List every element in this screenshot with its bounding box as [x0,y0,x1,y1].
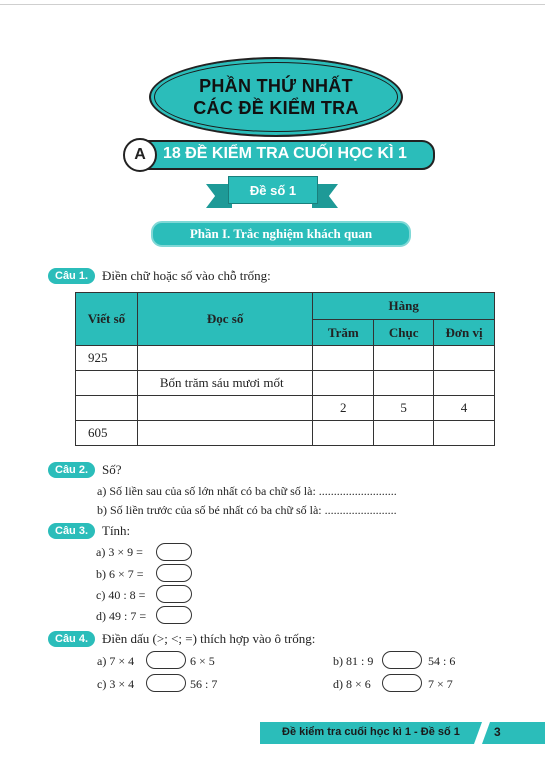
footer-text: Đề kiểm tra cuối học kì 1 - Đề số 1 [282,726,460,738]
part-title [149,57,403,137]
cell-tram [313,346,374,371]
question-4c-left: c) 3 × 4 [97,677,135,691]
footer-divider [473,719,491,747]
cell-doc-so [137,396,312,421]
cell-doc-so: Bốn trăm sáu mươi mốt [137,371,312,396]
header-chuc: Chục [374,320,434,346]
question-4a-left: a) 7 × 4 [97,654,135,668]
part-title-line2: CÁC ĐỀ KIỂM TRA [193,98,359,118]
question-4-label: Câu 4. [48,631,95,647]
question-4-prompt: Điền dấu (>; <; =) thích hợp vào ô trống: [102,631,316,646]
answer-box[interactable] [156,564,192,582]
cell-viet-so [76,371,138,396]
question-3a: a) 3 × 9 = [96,545,143,559]
section-a-label: 18 ĐỀ KIỂM TRA CUỐI HỌC KÌ 1 [163,145,407,162]
answer-box[interactable] [156,543,192,561]
cell-viet-so: 925 [76,346,138,371]
cell-viet-so [76,396,138,421]
question-3d: d) 49 : 7 = [96,609,147,623]
cell-don-vi [434,346,495,371]
section-letter: A [123,138,157,172]
cell-don-vi: 4 [434,396,495,421]
question-3-label: Câu 3. [48,523,95,539]
cell-doc-so [137,421,312,446]
question-4c-right: 56 : 7 [190,677,218,691]
question-4d-left: d) 8 × 6 [333,677,371,691]
cell-don-vi [434,371,495,396]
question-4a-right: 6 × 5 [190,654,215,668]
top-rule [0,4,545,5]
table-row [76,421,495,446]
question-3b: b) 6 × 7 = [96,567,144,581]
question-2b: b) Số liền trước của số bé nhất có ba chữ số là: ........................ [97,503,397,517]
compare-box[interactable] [382,674,422,692]
header-tram: Trăm [313,320,374,346]
header-don-vi: Đơn vị [434,320,495,346]
question-2a: a) Số liền sau của số lớn nhất có ba chữ số là: .......................... [97,484,397,498]
table-row [76,346,495,371]
number-table [75,292,495,446]
question-4b-left: b) 81 : 9 [333,654,374,668]
cell-tram [313,371,374,396]
cell-viet-so: 605 [76,421,138,446]
header-hang: Hàng [313,293,495,320]
cell-tram: 2 [313,396,374,421]
cell-chuc [374,371,434,396]
cell-tram [313,421,374,446]
table-row [76,371,495,396]
page-number: 3 [494,725,501,739]
cell-chuc: 5 [374,396,434,421]
page-footer [260,722,545,744]
compare-box[interactable] [146,651,186,669]
compare-box[interactable] [382,651,422,669]
header-doc-so: Đọc số [137,293,312,346]
question-4d-right: 7 × 7 [428,677,453,691]
compare-box[interactable] [146,674,186,692]
question-3-prompt: Tính: [102,523,131,538]
exam-number-ribbon [206,176,338,210]
cell-doc-so [137,346,312,371]
question-2-prompt: Số? [102,462,122,477]
question-1-prompt: Điền chữ hoặc số vào chỗ trống: [102,268,271,283]
question-4b-right: 54 : 6 [428,654,456,668]
cell-chuc [374,346,434,371]
cell-chuc [374,421,434,446]
table-row [76,396,495,421]
section-heading: Phần I. Trắc nghiệm khách quan [151,221,411,247]
question-2-label: Câu 2. [48,462,95,478]
part-title-line1: PHẦN THỨ NHẤT [199,76,353,96]
question-3c: c) 40 : 8 = [96,588,146,602]
question-1-label: Câu 1. [48,268,95,284]
section-a-banner [125,140,435,170]
answer-box[interactable] [156,585,192,603]
header-viet-so: Viết số [76,293,138,346]
exam-number: Đề số 1 [228,176,318,204]
cell-don-vi [434,421,495,446]
answer-box[interactable] [156,606,192,624]
